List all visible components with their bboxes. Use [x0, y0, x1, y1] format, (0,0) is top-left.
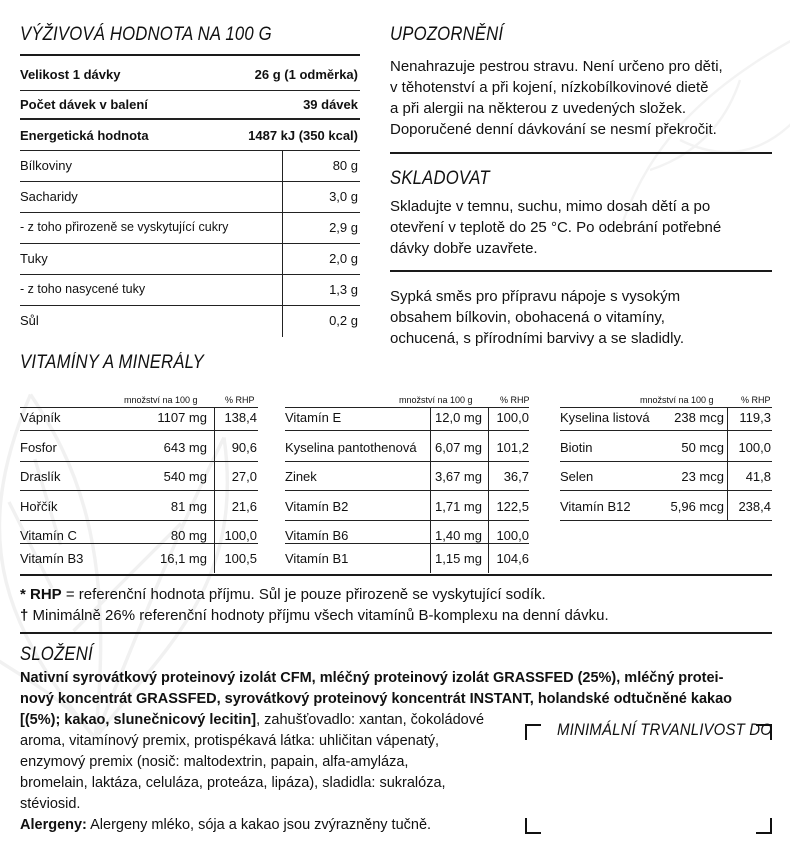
corner-bracket: [525, 818, 541, 834]
vitamin-rhp: 238,4: [738, 499, 771, 514]
warning-title: UPOZORNĚNÍ: [390, 24, 504, 45]
vitamin-rhp: 119,3: [739, 410, 771, 425]
vitamin-amount: 12,0 mg: [435, 410, 482, 425]
vitamin-name: Vitamín B2: [285, 499, 349, 514]
vitamin-name: Biotin: [560, 440, 593, 455]
vitamin-amount: 16,1 mg: [160, 551, 207, 566]
vitamin-rhp: 100,5: [224, 551, 257, 566]
divider: [285, 407, 529, 408]
corner-bracket: [525, 724, 541, 740]
column-divider: [488, 407, 489, 573]
divider: [20, 212, 360, 213]
text-line: ochucená, s přírodními barvivy a se sladidly.: [390, 330, 685, 347]
warning-text: [390, 56, 723, 140]
nutrition-row-value: 39 dávek: [303, 97, 358, 112]
rhp-header: % RHP: [225, 395, 255, 405]
vitamin-rhp: 101,2: [496, 440, 529, 455]
text-line: a při alergii na některou z uvedených složek.: [390, 100, 687, 117]
composition-title: SLOŽENÍ: [20, 644, 93, 665]
nutrition-row-value: 80 g: [332, 158, 358, 173]
vitamin-name: Vitamín C: [20, 528, 77, 543]
allergen-label: Alergeny:: [20, 817, 87, 833]
divider: [285, 430, 529, 431]
divider: [560, 520, 772, 521]
vitamin-rhp: 21,6: [231, 499, 257, 514]
column-divider: [214, 407, 215, 573]
divider: [20, 274, 360, 275]
vitamin-amount: 1,15 mg: [435, 551, 482, 566]
divider: [20, 543, 258, 544]
text-line: dávky dobře uzavřete.: [390, 240, 538, 257]
divider: [560, 490, 772, 491]
footnote-rhp: [20, 584, 546, 605]
ingredients-line: aroma, vitamínový premix, protispékavá látka: uhličitan vápenatý,: [20, 733, 440, 749]
best-before-label: MINIMÁLNÍ TRVANLIVOST DO: [557, 720, 773, 739]
divider: [20, 407, 258, 408]
footnote-symbol: * RHP: [20, 586, 62, 603]
vitamins-title: VITAMÍNY A MINERÁLY: [20, 352, 204, 373]
ingredients-line: bromelain, laktáza, celuláza, proteáza, lipáza), sladidla: sukralóza,: [20, 775, 446, 791]
rhp-header: % RHP: [500, 395, 530, 405]
footnote-dagger: [20, 605, 609, 626]
divider: [20, 305, 360, 306]
divider: [20, 90, 360, 91]
footnote-text: = referenční hodnota příjmu. Sůl je pouze přirozeně se vyskytující sodík.: [61, 586, 546, 603]
vitamin-rhp: 104,6: [496, 551, 529, 566]
section-rule: [390, 152, 772, 154]
section-rule: [20, 632, 772, 634]
amount-header: množství na 100 g: [399, 395, 473, 405]
divider: [285, 520, 529, 521]
divider: [20, 243, 360, 244]
vitamin-rhp: 100,0: [738, 440, 771, 455]
vitamin-name: Vitamín B3: [20, 551, 84, 566]
divider: [560, 430, 772, 431]
vitamin-rhp: 41,8: [745, 469, 771, 484]
nutrition-row-value: 0,2 g: [329, 313, 358, 328]
nutrition-row-value: 2,0 g: [329, 251, 358, 266]
nutrition-row-value: 2,9 g: [329, 220, 358, 235]
vitamin-name: Vitamín B1: [285, 551, 349, 566]
allergen-text: Alergeny mléko, sója a kakao jsou zvýrazněny tučně.: [86, 817, 432, 833]
nutrition-title: VÝŽIVOVÁ HODNOTA NA 100 G: [20, 24, 272, 45]
text-line: Sypká směs pro přípravu nápoje s vysokým: [390, 288, 681, 305]
column-divider: [430, 407, 431, 573]
nutrition-row-label: Tuky: [20, 251, 48, 266]
nutrition-row-label: Bílkoviny: [20, 158, 73, 173]
composition-text: [20, 668, 780, 836]
text-line: v těhotenství a při kojení, nízkobílkovinové dietě: [390, 79, 709, 96]
nutrition-row-label: - z toho nasycené tuky: [20, 282, 146, 296]
nutrition-row-value: 1487 kJ (350 kcal): [248, 128, 358, 143]
vitamin-rhp: 90,6: [231, 440, 257, 455]
ingredients-line: Nativní syrovátkový proteinový izolát CFM, mléčný proteinový izolát GRASSFED (25%), mléčný protei-: [20, 670, 724, 686]
vitamin-amount: 1107 mg: [157, 410, 207, 425]
vitamin-amount: 643 mg: [163, 440, 207, 455]
section-rule: [390, 270, 772, 272]
vitamin-name: Vitamín E: [285, 410, 342, 425]
divider: [20, 181, 360, 182]
vitamin-amount: 23 mcg: [681, 469, 724, 484]
text-line: Skladujte v temnu, suchu, mimo dosah dětí a po: [390, 198, 711, 215]
amount-header: množství na 100 g: [124, 395, 198, 405]
corner-bracket: [756, 818, 772, 834]
vitamin-rhp: 100,0: [224, 528, 257, 543]
ingredients-bold: [(5%); kakao, slunečnicový lecitin]: [20, 712, 257, 728]
vitamin-amount: 5,96 mcg: [670, 499, 724, 514]
text-line: otevření v teplotě do 25 °C. Po odebrání potřebné: [390, 219, 722, 236]
nutrition-row-label: Sacharidy: [20, 189, 78, 204]
nutrition-top-rule: [20, 54, 360, 56]
vitamin-rhp: 100,0: [496, 410, 529, 425]
text-line: Nenahrazuje pestrou stravu. Není určeno pro děti,: [390, 58, 723, 75]
nutrition-row-label: Počet dávek v balení: [20, 97, 148, 112]
vitamin-rhp: 27,0: [231, 469, 257, 484]
nutrition-row-label: Sůl: [20, 313, 39, 328]
divider: [20, 150, 360, 151]
vitamin-name: Fosfor: [20, 440, 57, 455]
vitamin-name: Zinek: [285, 469, 317, 484]
vitamin-name: Vápník: [20, 410, 61, 425]
vitamin-name: Selen: [560, 469, 594, 484]
nutrition-row-value: 3,0 g: [329, 189, 358, 204]
divider: [285, 461, 529, 462]
vitamin-amount: 81 mg: [170, 499, 207, 514]
nutrition-row-label: Energetická hodnota: [20, 128, 149, 143]
vitamin-name: Kyselina listová: [560, 410, 650, 425]
divider: [285, 543, 529, 544]
vitamins-bottom-rule: [20, 574, 772, 576]
vitamin-amount: 50 mcg: [681, 440, 724, 455]
nutrition-row-label: - z toho přirozeně se vyskytující cukry: [20, 220, 229, 234]
vitamin-rhp: 122,5: [496, 499, 529, 514]
vitamin-rhp: 100,0: [496, 528, 529, 543]
amount-header: množství na 100 g: [640, 395, 714, 405]
nutrition-row-value: 1,3 g: [329, 282, 358, 297]
divider: [285, 490, 529, 491]
vitamin-amount: 1,71 mg: [435, 499, 482, 514]
vitamin-rhp: 36,7: [503, 469, 529, 484]
vitamin-name: Draslík: [20, 469, 61, 484]
rhp-header: % RHP: [741, 395, 771, 405]
divider: [20, 118, 360, 120]
divider: [20, 461, 258, 462]
ingredients-line: nový koncentrát GRASSFED, syrovátkový proteinový koncentrát INSTANT, holandské odtučněné kakao: [20, 691, 733, 707]
divider: [20, 430, 258, 431]
footnote-symbol: †: [20, 607, 29, 624]
product-description: [390, 286, 684, 349]
vitamin-amount: 6,07 mg: [435, 440, 482, 455]
nutrition-row-value: 26 g (1 odměrka): [254, 67, 358, 82]
divider: [20, 490, 258, 491]
vitamin-amount: 1,40 mg: [435, 528, 482, 543]
vitamin-name: Vitamín B12: [560, 499, 631, 514]
storage-title: SKLADOVAT: [390, 168, 490, 189]
vitamin-amount: 540 mg: [163, 469, 207, 484]
ingredients-line: enzymový premix (nosič: maltodextrin, papain, alfa-amyláza,: [20, 754, 409, 770]
nutrition-row-label: Velikost 1 dávky: [20, 67, 121, 82]
ingredients-line: stéviosid.: [20, 796, 81, 812]
divider: [560, 461, 772, 462]
footnote-text: Minimálně 26% referenční hodnoty příjmu všech vitamínů B-komplexu na denní dávku.: [28, 607, 609, 624]
vitamin-name: Hořčík: [20, 499, 58, 514]
text-line: obsahem bílkovin, obohacená o vitamíny,: [390, 309, 665, 326]
vitamin-rhp: 138,4: [224, 410, 257, 425]
vitamin-name: Vitamín B6: [285, 528, 349, 543]
column-divider: [282, 150, 283, 337]
vitamin-name: Kyselina pantothenová: [285, 440, 417, 455]
storage-text: [390, 196, 721, 259]
allergen-line: [20, 815, 780, 836]
vitamin-amount: 238 mcg: [674, 410, 724, 425]
vitamin-amount: 3,67 mg: [435, 469, 482, 484]
column-divider: [727, 407, 728, 520]
divider: [560, 407, 772, 408]
vitamin-amount: 80 mg: [170, 528, 207, 543]
divider: [20, 520, 258, 521]
ingredients-rest: , zahušťovadlo: xantan, čokoládové: [256, 712, 485, 728]
text-line: Doporučené denní dávkování se nesmí překročit.: [390, 121, 717, 138]
